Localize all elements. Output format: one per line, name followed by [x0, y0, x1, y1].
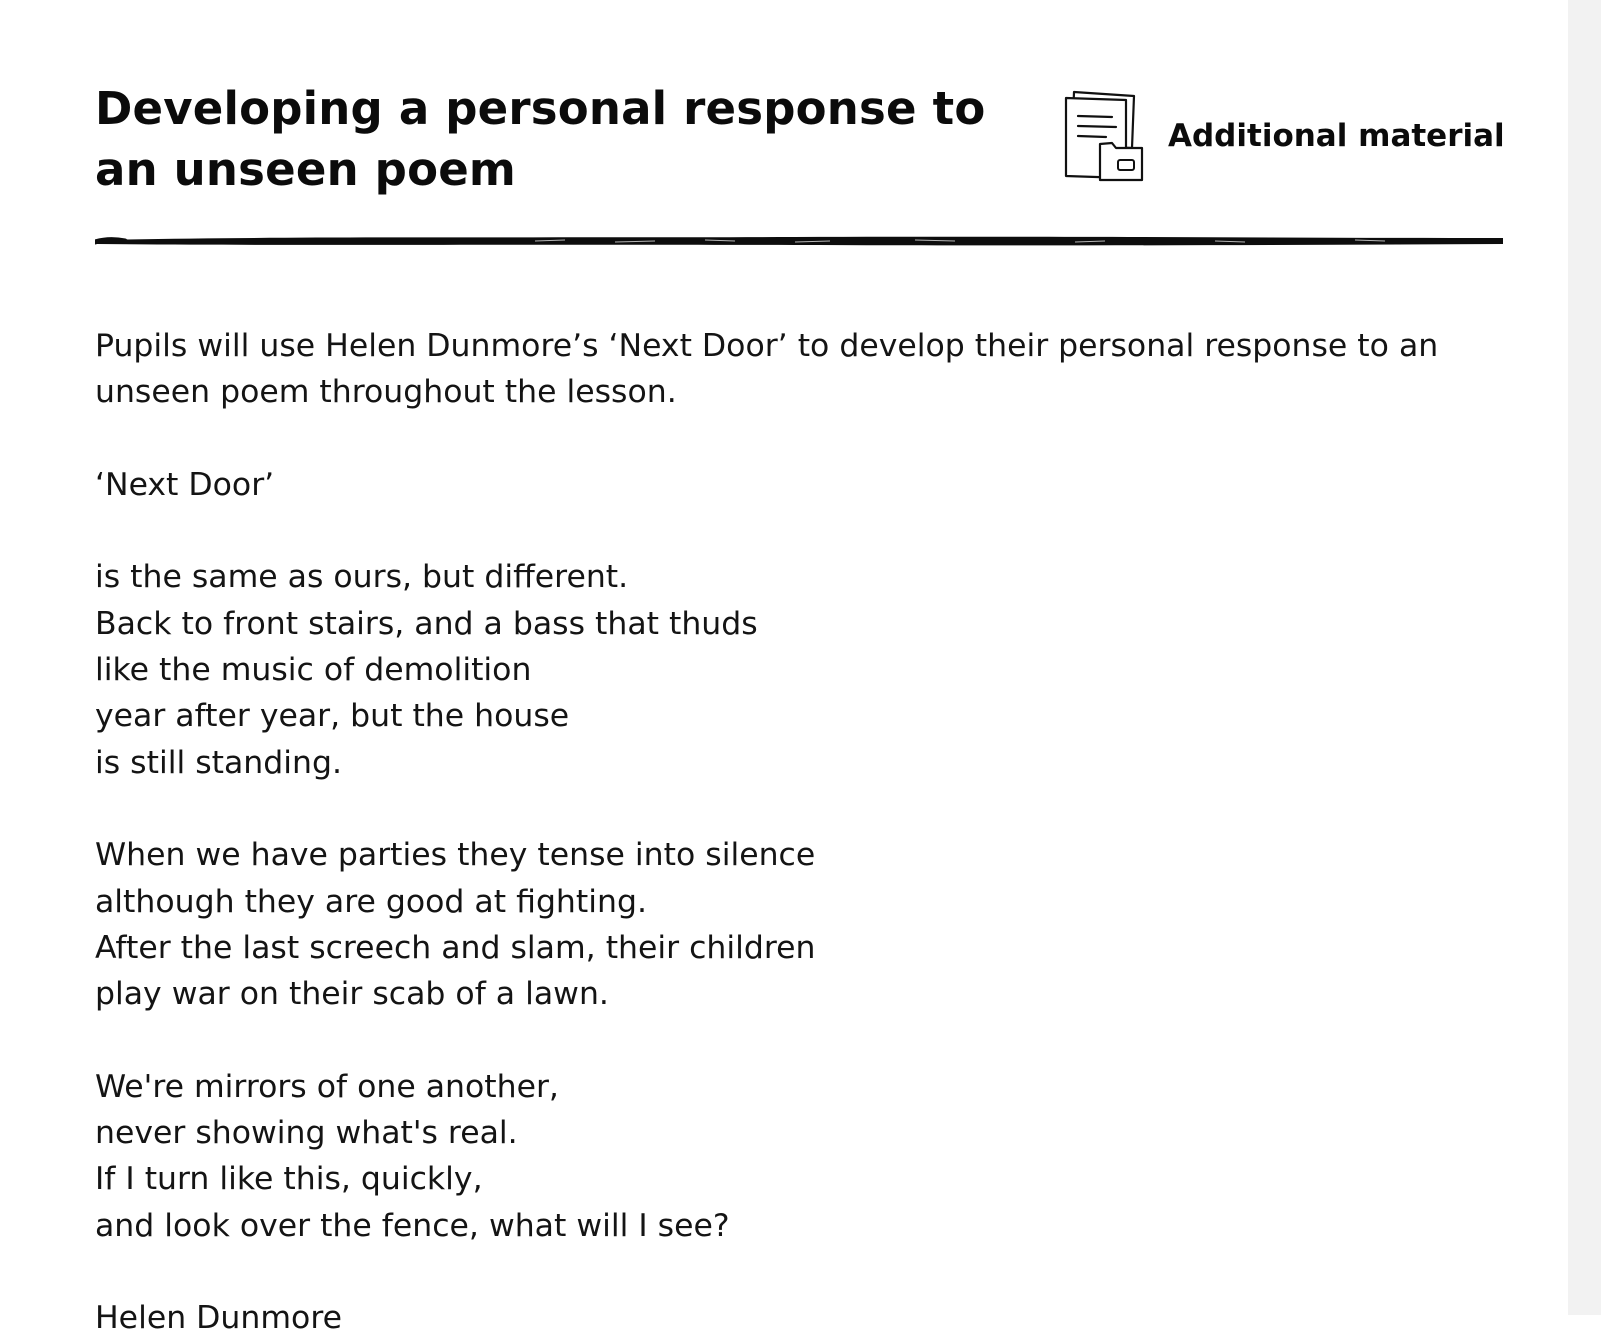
poem-stanza — [95, 1064, 1515, 1249]
poem-line: is still standing. — [95, 744, 342, 781]
poem-line: play war on their scab of a lawn. — [95, 976, 609, 1013]
poem-line: We're mirrors of one another, — [95, 1068, 559, 1105]
poem-line: When we have parties they tense into silence — [95, 837, 816, 874]
poem-line: If I turn like this, quickly, — [95, 1161, 483, 1198]
poem-line: like the music of demolition — [95, 652, 532, 689]
poem-line: and look over the fence, what will I see? — [95, 1207, 730, 1244]
badge-label: Additional material — [1168, 118, 1505, 154]
page-title: Developing a personal response to an unseen poem — [95, 82, 986, 196]
additional-material-badge — [1060, 88, 1520, 188]
header — [95, 78, 1505, 208]
poem-author: Helen Dunmore — [95, 1300, 342, 1337]
poem-title: ‘Next Door’ — [95, 466, 275, 503]
poem-line: year after year, but the house — [95, 698, 570, 735]
brush-divider — [95, 232, 1505, 250]
poem-stanza — [95, 554, 1515, 785]
poem-line: After the last screech and slam, their children — [95, 929, 816, 966]
poem-line: is the same as ours, but different. — [95, 559, 629, 596]
poem-line: although they are good at fighting. — [95, 883, 647, 920]
document-body — [95, 323, 1515, 1342]
poem-line: never showing what's real. — [95, 1115, 518, 1152]
poem-stanza — [95, 832, 1515, 1017]
page-edge — [1568, 0, 1601, 1315]
document-folder-icon — [1060, 88, 1144, 184]
poem-line: Back to front stairs, and a bass that thuds — [95, 605, 758, 642]
intro-paragraph: Pupils will use Helen Dunmore’s ‘Next Door’ to develop their personal response to an unseen poem throughout the lesson. — [95, 328, 1439, 411]
